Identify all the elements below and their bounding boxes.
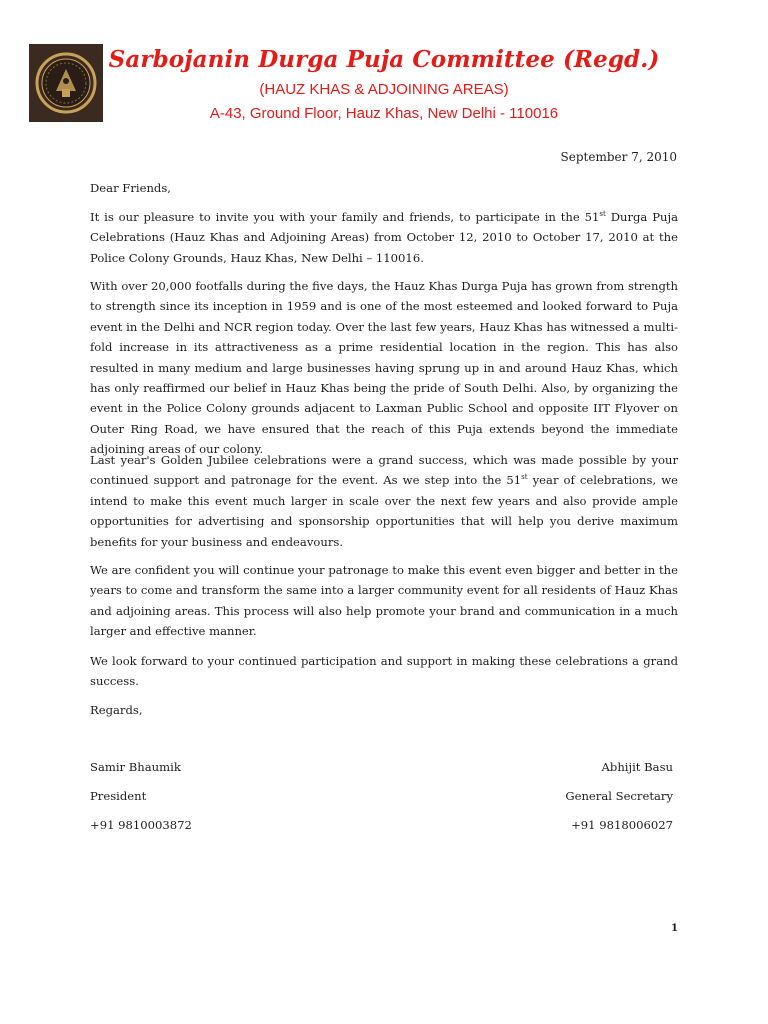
- p3-text-a: Last year's Golden Jubilee celebrations were a grand success, which was made possible by your continued support and patronage for the event. As we step into the 51: [90, 453, 678, 488]
- p2-text: With over 20,000 footfalls during the five days, the Hauz Khas Durga Puja has grown from strength to strength since its inception in 1959 and is one of the most esteemed and looked forward to Puja event in the Delhi and NCR region today. Over the last few years, Hauz Khas has witnessed a multi-fold increase in its attractiveness as a prime residential location in the region. This has also resulted in many medium and large businesses having sprung up in and around Hauz Khas, which has only reaffirmed our belief in Hauz Khas being the pride of South Delhi. Also, by organizing the event in the Police Colony grounds adjacent to Laxman Public School and opposite IIT Flyover on Outer Ring Road, we have ensured that the reach of this Puja extends beyond the immediate adjoining areas of our colony.: [90, 279, 678, 457]
- paragraph-4: [90, 560, 678, 642]
- salutation-text: Dear Friends,: [90, 181, 171, 195]
- p3-text-b: year of celebrations, we intend to make this event much larger in scale over the next few years and also provide ample opportunities for advertising and sponsorship opportunities that will help you derive maximum benefits for your business and endeavours.: [90, 473, 678, 549]
- signatory-left-name: Samir Bhaumik: [90, 760, 181, 774]
- paragraph-2: [90, 276, 678, 460]
- letter-date: September 7, 2010: [560, 150, 677, 164]
- page-number: 1: [671, 923, 678, 934]
- p3-superscript: st: [521, 473, 528, 482]
- committee-emblem-icon: [29, 44, 103, 122]
- signatory-left-phone: +91 9810003872: [90, 818, 192, 832]
- signatory-right-name: Abhijit Basu: [601, 760, 673, 774]
- p1-text-a: It is our pleasure to invite you with your family and friends, to participate in the 51: [90, 210, 600, 224]
- p1-superscript: st: [599, 210, 606, 219]
- signatory-right-title: General Secretary: [565, 789, 673, 803]
- p5-text: We look forward to your continued participation and support in making these celebrations a grand success.: [90, 654, 678, 689]
- signatory-right-phone: +91 9818006027: [571, 818, 673, 832]
- committee-title: Sarbojanin Durga Puja Committee (Regd.): [108, 46, 660, 73]
- paragraph-3: [90, 450, 678, 552]
- paragraph-5: [90, 651, 678, 692]
- signatory-left-title: President: [90, 789, 147, 803]
- paragraph-1: [90, 207, 678, 268]
- emblem-graphic: [34, 51, 98, 115]
- p1-text-b: Durga Puja Celebrations (Hauz Khas and Adjoining Areas) from October 12, 2010 to October 17, 2010 at the Police Colony Grounds, Hauz Khas, New Delhi – 110016.: [90, 210, 678, 265]
- p4-text: We are confident you will continue your patronage to make this event even bigger and better in the years to come and transform the same into a larger community event for all residents of Hauz Khas and adjoining areas. This process will also help promote your brand and communication in a much larger and effective manner.: [90, 563, 678, 639]
- closing: [90, 700, 678, 720]
- committee-subtitle: (HAUZ KHAS & ADJOINING AREAS): [259, 81, 509, 98]
- salutation: [90, 178, 678, 198]
- committee-address: A-43, Ground Floor, Hauz Khas, New Delhi - 110016: [209, 105, 559, 122]
- closing-text: Regards,: [90, 703, 143, 717]
